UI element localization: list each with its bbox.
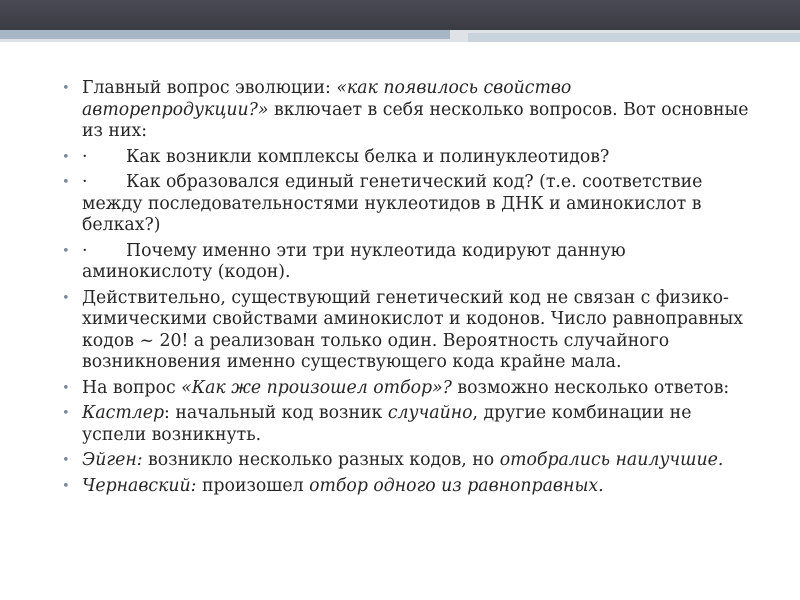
list-item: • Кастлер: начальный код возник случайно, другие комбинации не успели возникнуть. bbox=[58, 403, 758, 446]
list-item: • На вопрос «Как же произошел отбор»? возможно несколько ответов: bbox=[58, 378, 758, 400]
accent-bar-left bbox=[0, 30, 450, 39]
list-item: • Эйген: возникло несколько разных кодов, но отобрались наилучшие. bbox=[58, 450, 758, 472]
slide-body bbox=[58, 78, 758, 501]
sub-bullet: · bbox=[82, 172, 88, 192]
bullet-list bbox=[58, 78, 758, 497]
list-item: • Главный вопрос эволюции: «как появилось свойство авторепродукции?» включает в себя несколько вопросов. Вот основные из них: bbox=[58, 78, 758, 143]
accent-bar-right bbox=[468, 33, 800, 42]
list-item: • Действительно, существующий генетический код не связан с физико-химическими свойствами аминокислот и кодонов. Число равноправных кодов ~ 20! а реализован только один. Вероятность случайного возникновения именно существующего кода крайне мала. bbox=[58, 288, 758, 374]
list-item: • Чернавский: произошел отбор одного из равноправных. bbox=[58, 476, 758, 498]
sub-bullet: · bbox=[82, 240, 88, 261]
top-bar bbox=[0, 0, 800, 30]
list-item: • · Как образовался единый генетический код? (т.е. соответствие между последовательностями нуклеотидов в ДНК и аминокислот в белках?) bbox=[58, 172, 758, 237]
list-item: • · Как возникли комплексы белка и полинуклеотидов? bbox=[58, 147, 758, 169]
list-item: • · Почему именно эти три нуклеотида кодируют данную аминокислоту (кодон). bbox=[58, 241, 758, 284]
sub-bullet: · bbox=[82, 146, 88, 167]
